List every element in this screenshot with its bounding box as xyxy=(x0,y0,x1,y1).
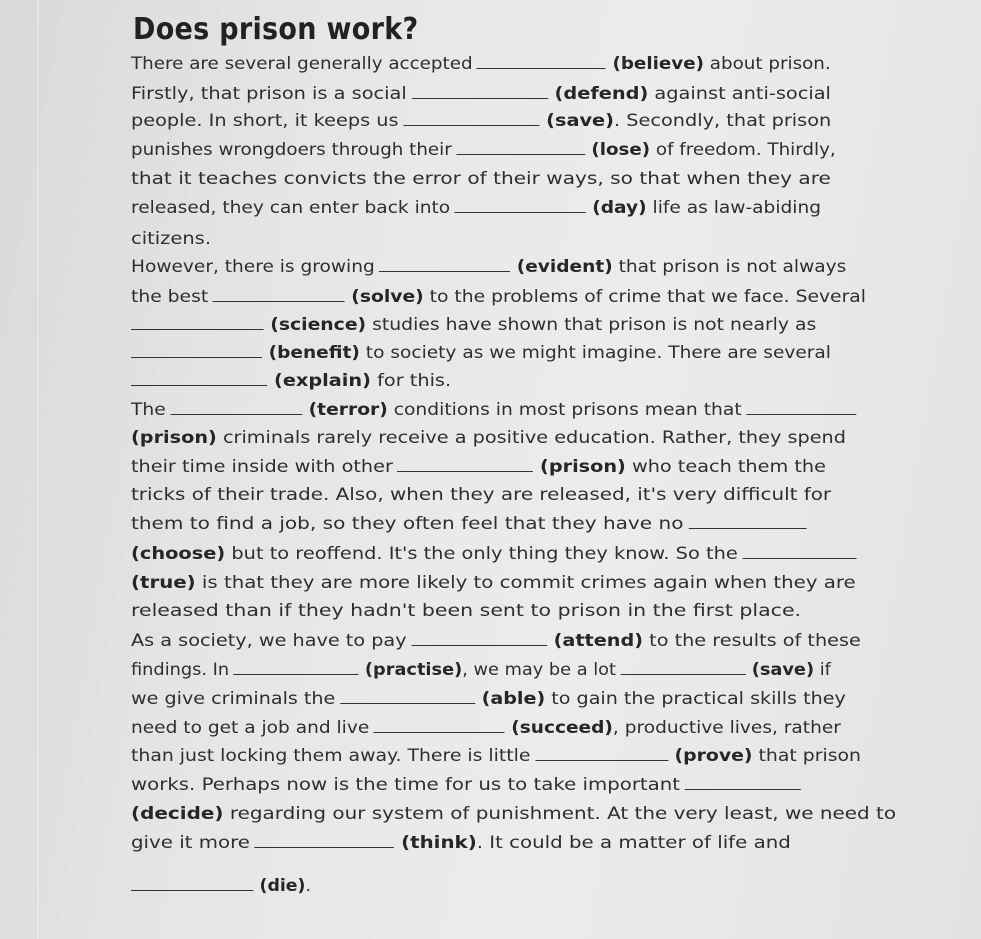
word-cue: (science) xyxy=(270,315,367,335)
passage-text: to the results of these xyxy=(643,631,861,651)
text-line xyxy=(131,370,451,392)
text-line xyxy=(131,688,846,710)
text-line xyxy=(131,630,861,652)
word-cue: (lose) xyxy=(591,140,651,160)
answer-blank[interactable] xyxy=(688,514,806,529)
word-cue: (benefit) xyxy=(268,343,360,363)
answer-blank[interactable] xyxy=(379,257,510,272)
word-cue: (able) xyxy=(481,689,546,709)
passage-text: that it teaches convicts the error of their ways, so that when they are xyxy=(131,169,831,189)
answer-blank[interactable] xyxy=(620,660,745,675)
passage-text: people. In short, it keeps us xyxy=(131,111,399,131)
answer-blank[interactable] xyxy=(170,400,302,415)
word-cue: (believe) xyxy=(612,54,704,74)
text-line xyxy=(131,168,831,190)
text-line xyxy=(131,314,816,336)
text-line xyxy=(131,110,831,132)
answer-blank[interactable] xyxy=(411,631,547,646)
passage-text: regarding our system of punishment. At the very least, we need to xyxy=(223,804,897,824)
answer-blank[interactable] xyxy=(374,718,505,733)
word-cue: (terror) xyxy=(308,400,388,420)
word-cue: (solve) xyxy=(351,287,424,307)
word-cue: (save) xyxy=(546,111,614,131)
word-cue: (prison) xyxy=(540,457,626,477)
passage-text: criminals rarely receive a positive education. Rather, they spend xyxy=(216,428,846,448)
text-line xyxy=(131,286,866,308)
passage-text: . Secondly, that prison xyxy=(613,111,832,131)
word-cue: (day) xyxy=(592,198,647,218)
passage-text: There are several generally accepted xyxy=(131,54,473,74)
passage-text: to the problems of crime that we face. Several xyxy=(423,287,866,307)
text-line xyxy=(131,543,856,565)
text-line xyxy=(131,197,821,219)
answer-blank[interactable] xyxy=(403,111,539,126)
passage-text: to gain the practical skills they xyxy=(545,689,846,709)
answer-blank[interactable] xyxy=(411,84,547,99)
text-line xyxy=(131,228,211,250)
passage-text: give it more xyxy=(131,833,250,853)
passage-text: against anti-social xyxy=(648,84,831,104)
passage-text: released than if they hadn't been sent to prison in the first place. xyxy=(131,601,802,621)
answer-blank[interactable] xyxy=(255,833,395,848)
passage-text: tricks of their trade. Also, when they are released, it's very difficult for xyxy=(131,485,832,505)
passage-text: released, they can enter back into xyxy=(131,198,451,218)
text-line xyxy=(131,659,831,681)
passage-text: . It could be a matter of life and xyxy=(476,833,791,853)
text-line xyxy=(131,572,856,594)
text-line xyxy=(131,513,806,535)
text-line xyxy=(131,875,311,897)
passage-text: we give criminals the xyxy=(131,689,336,709)
text-line xyxy=(131,256,846,278)
passage-text: conditions in most prisons mean that xyxy=(387,400,742,420)
passage-text: than just locking them away. There is little xyxy=(131,746,531,766)
answer-blank[interactable] xyxy=(455,198,586,213)
answer-blank[interactable] xyxy=(233,660,358,675)
passage-text: of freedom. Thirdly, xyxy=(650,140,836,160)
word-cue: (attend) xyxy=(553,631,644,651)
text-line xyxy=(131,53,831,75)
passage-text: for this. xyxy=(370,371,452,391)
passage-text: punishes wrongdoers through their xyxy=(131,140,452,160)
passage-text: The xyxy=(131,400,166,420)
passage-text: Firstly, that prison is a social xyxy=(131,84,407,104)
text-line xyxy=(131,399,856,421)
passage-text: findings. In xyxy=(131,660,230,680)
word-cue: (prove) xyxy=(674,746,753,766)
word-cue: (practise) xyxy=(364,660,463,680)
word-cue: (decide) xyxy=(131,804,224,824)
word-cue: (save) xyxy=(751,660,815,680)
passage-text: if xyxy=(814,660,831,680)
text-line xyxy=(131,717,841,739)
passage-text: citizens. xyxy=(131,229,212,249)
passage-text: about prison. xyxy=(703,54,831,74)
answer-blank[interactable] xyxy=(131,315,264,330)
text-line xyxy=(131,745,861,767)
passage-text: However, there is growing xyxy=(131,257,375,277)
answer-blank[interactable] xyxy=(742,544,856,559)
passage-text: life as law-abiding xyxy=(646,198,822,218)
passage-text: studies have shown that prison is not nearly as xyxy=(366,315,817,335)
text-line xyxy=(131,484,831,506)
word-cue: (succeed) xyxy=(511,718,613,738)
page-title: Does prison work? xyxy=(133,12,419,47)
passage-text: , we may be a lot xyxy=(462,660,616,680)
text-line xyxy=(131,139,836,161)
word-cue: (true) xyxy=(131,573,196,593)
answer-blank[interactable] xyxy=(131,876,253,891)
passage-text: them to find a job, so they often feel that they have no xyxy=(131,514,684,534)
passage-text: works. Perhaps now is the time for us to take important xyxy=(131,775,681,795)
passage-text: their time inside with other xyxy=(131,457,393,477)
passage-text: , productive lives, rather xyxy=(612,718,841,738)
word-cue: (think) xyxy=(401,833,477,853)
answer-blank[interactable] xyxy=(746,400,856,415)
answer-blank[interactable] xyxy=(535,746,668,761)
passage-text: that prison is not always xyxy=(612,257,847,277)
passage-text: . xyxy=(305,876,312,896)
answer-blank[interactable] xyxy=(397,457,533,472)
passage-text: is that they are more likely to commit crimes again when they are xyxy=(195,573,856,593)
answer-blank[interactable] xyxy=(340,689,475,704)
word-cue: (defend) xyxy=(554,84,649,104)
word-cue: (prison) xyxy=(131,428,217,448)
text-line xyxy=(131,83,831,105)
passage-text: need to get a job and live xyxy=(131,718,370,738)
answer-blank[interactable] xyxy=(685,775,801,790)
answer-blank[interactable] xyxy=(131,371,267,386)
text-line xyxy=(131,832,791,854)
answer-blank[interactable] xyxy=(213,287,345,302)
passage-text: to society as we might imagine. There are several xyxy=(359,343,831,363)
word-cue: (explain) xyxy=(274,371,371,391)
word-cue: (die) xyxy=(259,876,306,896)
text-line xyxy=(131,600,801,622)
text-line xyxy=(131,803,896,825)
passage-text: that prison xyxy=(752,746,861,766)
answer-blank[interactable] xyxy=(456,140,585,155)
word-cue: (evident) xyxy=(516,257,613,277)
answer-blank[interactable] xyxy=(131,343,262,358)
passage-text: but to reoffend. It's the only thing they know. So the xyxy=(225,544,738,564)
text-line xyxy=(131,456,826,478)
word-cue: (choose) xyxy=(131,544,226,564)
text-line xyxy=(131,774,801,796)
passage-text: the best xyxy=(131,287,209,307)
passage-text: As a society, we have to pay xyxy=(131,631,407,651)
passage-text: who teach them the xyxy=(625,457,826,477)
text-line xyxy=(131,342,831,364)
answer-blank[interactable] xyxy=(477,54,606,69)
text-line xyxy=(131,427,846,449)
